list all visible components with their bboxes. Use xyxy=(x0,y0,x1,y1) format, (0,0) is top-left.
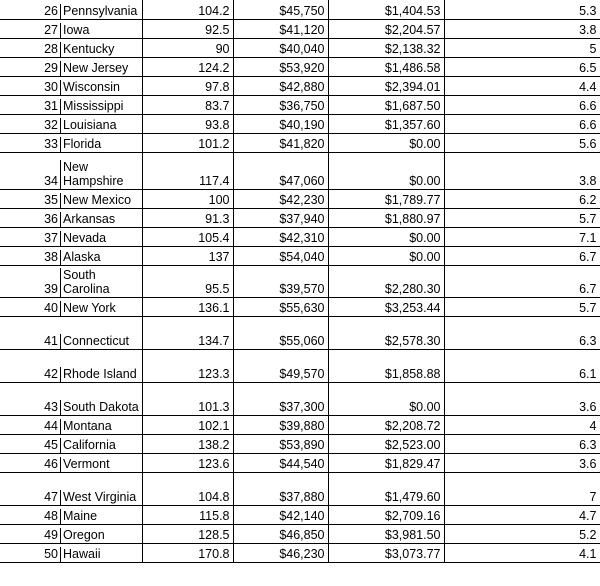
table-row xyxy=(0,434,600,453)
table-row xyxy=(0,95,600,114)
index-cell: 92.5 xyxy=(142,19,233,38)
index-cell: 128.5 xyxy=(142,524,233,543)
rank-cell: 44 xyxy=(0,419,61,434)
tax-cell: $2,280.30 xyxy=(328,265,444,297)
tax-cell: $1,404.53 xyxy=(328,0,444,19)
index-cell: 134.7 xyxy=(142,316,233,349)
salary-cell: $55,060 xyxy=(233,316,328,349)
salary-cell: $42,880 xyxy=(233,76,328,95)
state-cell: New Mexico xyxy=(63,192,132,207)
rank-cell: 35 xyxy=(0,193,61,208)
table-row xyxy=(0,133,600,152)
tax-cell: $1,687.50 xyxy=(328,95,444,114)
tax-cell: $3,073.77 xyxy=(328,543,444,562)
tax-cell: $0.00 xyxy=(328,152,444,189)
rate-cell: 6.6 xyxy=(444,114,600,133)
tax-cell: $0.00 xyxy=(328,246,444,265)
rank-cell: 40 xyxy=(0,301,61,316)
tax-cell: $2,204.57 xyxy=(328,19,444,38)
rank-cell: 28 xyxy=(0,42,61,57)
rank-cell: 42 xyxy=(0,367,61,382)
table-row xyxy=(0,208,600,227)
index-cell: 95.5 xyxy=(142,265,233,297)
state-cell: Pennsylvania xyxy=(63,3,138,18)
state-cell: South Dakota xyxy=(63,399,139,414)
salary-cell: $39,570 xyxy=(233,265,328,297)
rank-state-cell xyxy=(0,76,142,95)
rank-state-cell xyxy=(0,297,142,316)
state-cell: Iowa xyxy=(63,22,90,37)
rank-state-cell xyxy=(0,505,142,524)
rank-state-cell xyxy=(0,133,142,152)
table-row xyxy=(0,505,600,524)
rank-cell: 33 xyxy=(0,137,61,152)
salary-cell: $41,120 xyxy=(233,19,328,38)
tax-cell: $3,981.50 xyxy=(328,524,444,543)
rate-cell: 5.2 xyxy=(444,524,600,543)
rate-cell: 3.8 xyxy=(444,152,600,189)
index-cell: 124.2 xyxy=(142,57,233,76)
tax-cell: $1,479.60 xyxy=(328,472,444,505)
rank-state-cell xyxy=(0,265,142,297)
rank-state-cell xyxy=(0,316,142,349)
table-row xyxy=(0,227,600,246)
table-row xyxy=(0,415,600,434)
salary-cell: $42,310 xyxy=(233,227,328,246)
rank-state-cell xyxy=(0,453,142,472)
index-cell: 115.8 xyxy=(142,505,233,524)
index-cell: 136.1 xyxy=(142,297,233,316)
salary-cell: $46,850 xyxy=(233,524,328,543)
salary-cell: $45,750 xyxy=(233,0,328,19)
salary-cell: $44,540 xyxy=(233,453,328,472)
rank-cell: 31 xyxy=(0,99,61,114)
salary-cell: $53,890 xyxy=(233,434,328,453)
index-cell: 90 xyxy=(142,38,233,57)
table-row xyxy=(0,297,600,316)
rank-cell: 34 xyxy=(0,160,61,189)
table-row xyxy=(0,543,600,562)
salary-cell: $47,060 xyxy=(233,152,328,189)
tax-cell: $1,357.60 xyxy=(328,114,444,133)
salary-cell: $40,040 xyxy=(233,38,328,57)
rank-cell: 26 xyxy=(0,4,61,19)
tax-cell: $0.00 xyxy=(328,227,444,246)
rank-state-cell xyxy=(0,227,142,246)
index-cell: 104.8 xyxy=(142,472,233,505)
index-cell: 104.2 xyxy=(142,0,233,19)
rank-state-cell xyxy=(0,152,142,189)
rank-state-cell xyxy=(0,543,142,562)
rank-state-cell xyxy=(0,208,142,227)
state-cell: Florida xyxy=(63,136,102,151)
index-cell: 102.1 xyxy=(142,415,233,434)
rate-cell: 6.1 xyxy=(444,349,600,382)
index-cell: 97.8 xyxy=(142,76,233,95)
table-row xyxy=(0,76,600,95)
rank-cell: 43 xyxy=(0,400,61,415)
tax-cell: $2,709.16 xyxy=(328,505,444,524)
index-cell: 91.3 xyxy=(142,208,233,227)
table-row xyxy=(0,453,600,472)
tax-cell: $2,523.00 xyxy=(328,434,444,453)
salary-cell: $36,750 xyxy=(233,95,328,114)
state-cell: Louisiana xyxy=(63,117,117,132)
rate-cell: 6.3 xyxy=(444,316,600,349)
rank-cell: 27 xyxy=(0,23,61,38)
state-cell: New York xyxy=(63,300,116,315)
state-cell: West Virginia xyxy=(63,489,137,504)
table-row xyxy=(0,57,600,76)
rate-cell: 4 xyxy=(444,415,600,434)
salary-cell: $46,230 xyxy=(233,543,328,562)
index-cell: 123.6 xyxy=(142,453,233,472)
rank-cell: 36 xyxy=(0,212,61,227)
tax-cell: $2,208.72 xyxy=(328,415,444,434)
index-cell: 100 xyxy=(142,189,233,208)
state-cell: California xyxy=(63,437,116,452)
table-row xyxy=(0,0,600,19)
tax-cell: $0.00 xyxy=(328,382,444,415)
rate-cell: 5.7 xyxy=(444,208,600,227)
table-row xyxy=(0,189,600,208)
rate-cell: 4.7 xyxy=(444,505,600,524)
tax-cell: $1,789.77 xyxy=(328,189,444,208)
rank-cell: 46 xyxy=(0,457,61,472)
state-cell: Vermont xyxy=(63,456,110,471)
state-cell: Rhode Island xyxy=(63,366,137,381)
state-cell: Hawaii xyxy=(63,546,101,561)
rank-state-cell xyxy=(0,19,142,38)
index-cell: 101.2 xyxy=(142,133,233,152)
rank-cell: 30 xyxy=(0,80,61,95)
state-cell: Alaska xyxy=(63,249,101,264)
rank-state-cell xyxy=(0,0,142,19)
tax-cell: $1,880.97 xyxy=(328,208,444,227)
rank-state-cell xyxy=(0,57,142,76)
tax-cell: $1,486.58 xyxy=(328,57,444,76)
table-row xyxy=(0,114,600,133)
tax-cell: $0.00 xyxy=(328,133,444,152)
salary-cell: $49,570 xyxy=(233,349,328,382)
rank-cell: 50 xyxy=(0,547,61,562)
tax-cell: $1,829.47 xyxy=(328,453,444,472)
rank-cell: 47 xyxy=(0,490,61,505)
rate-cell: 5.6 xyxy=(444,133,600,152)
salary-cell: $37,880 xyxy=(233,472,328,505)
table-row xyxy=(0,472,600,505)
salary-cell: $42,140 xyxy=(233,505,328,524)
index-cell: 138.2 xyxy=(142,434,233,453)
rate-cell: 7.1 xyxy=(444,227,600,246)
table-row xyxy=(0,316,600,349)
salary-cell: $40,190 xyxy=(233,114,328,133)
tax-cell: $2,578.30 xyxy=(328,316,444,349)
rank-state-cell xyxy=(0,114,142,133)
rank-cell: 38 xyxy=(0,250,61,265)
rate-cell: 5.3 xyxy=(444,0,600,19)
index-cell: 83.7 xyxy=(142,95,233,114)
tax-cell: $2,138.32 xyxy=(328,38,444,57)
rate-cell: 7 xyxy=(444,472,600,505)
rank-state-cell xyxy=(0,415,142,434)
table-row xyxy=(0,524,600,543)
state-cell: New Hampshire xyxy=(63,159,124,188)
index-cell: 170.8 xyxy=(142,543,233,562)
rate-cell: 3.6 xyxy=(444,453,600,472)
index-cell: 137 xyxy=(142,246,233,265)
rate-cell: 6.2 xyxy=(444,189,600,208)
table-row xyxy=(0,382,600,415)
salary-cell: $55,630 xyxy=(233,297,328,316)
rate-cell: 5.7 xyxy=(444,297,600,316)
salary-cell: $41,820 xyxy=(233,133,328,152)
index-cell: 101.3 xyxy=(142,382,233,415)
index-cell: 93.8 xyxy=(142,114,233,133)
tax-cell: $2,394.01 xyxy=(328,76,444,95)
rate-cell: 6.7 xyxy=(444,246,600,265)
rank-cell: 37 xyxy=(0,231,61,246)
state-cell: New Jersey xyxy=(63,60,129,75)
rank-cell: 29 xyxy=(0,61,61,76)
index-cell: 117.4 xyxy=(142,152,233,189)
salary-cell: $37,940 xyxy=(233,208,328,227)
rank-state-cell xyxy=(0,38,142,57)
rank-state-cell xyxy=(0,472,142,505)
state-cell: Kentucky xyxy=(63,41,115,56)
rank-state-cell xyxy=(0,524,142,543)
rate-cell: 6.7 xyxy=(444,265,600,297)
rank-cell: 39 xyxy=(0,268,61,297)
rate-cell: 5 xyxy=(444,38,600,57)
table-row xyxy=(0,19,600,38)
salary-cell: $42,230 xyxy=(233,189,328,208)
rate-cell: 4.1 xyxy=(444,543,600,562)
rate-cell: 6.5 xyxy=(444,57,600,76)
state-cell: Mississippi xyxy=(63,98,124,113)
rank-state-cell xyxy=(0,349,142,382)
state-cell: Montana xyxy=(63,418,112,433)
state-cell: Oregon xyxy=(63,527,105,542)
salary-cell: $54,040 xyxy=(233,246,328,265)
table-row xyxy=(0,152,600,189)
tax-cell: $1,858.88 xyxy=(328,349,444,382)
state-cell: Nevada xyxy=(63,230,107,245)
salary-cell: $53,920 xyxy=(233,57,328,76)
rank-state-cell xyxy=(0,382,142,415)
salary-cell: $37,300 xyxy=(233,382,328,415)
index-cell: 123.3 xyxy=(142,349,233,382)
index-cell: 105.4 xyxy=(142,227,233,246)
rank-cell: 41 xyxy=(0,334,61,349)
rate-cell: 6.6 xyxy=(444,95,600,114)
table-row xyxy=(0,246,600,265)
rank-state-cell xyxy=(0,189,142,208)
tax-cell: $3,253.44 xyxy=(328,297,444,316)
salary-cell: $39,880 xyxy=(233,415,328,434)
rank-cell: 48 xyxy=(0,509,61,524)
rate-cell: 6.3 xyxy=(444,434,600,453)
rank-state-cell xyxy=(0,246,142,265)
rank-cell: 32 xyxy=(0,118,61,133)
rank-cell: 45 xyxy=(0,438,61,453)
rank-cell: 49 xyxy=(0,528,61,543)
state-cell: Maine xyxy=(63,508,98,523)
rank-state-cell xyxy=(0,434,142,453)
state-cell: South Carolina xyxy=(63,267,110,296)
table-row xyxy=(0,349,600,382)
rate-cell: 3.8 xyxy=(444,19,600,38)
rank-state-cell xyxy=(0,95,142,114)
state-cell: Wisconsin xyxy=(63,79,120,94)
table-row xyxy=(0,38,600,57)
state-cell: Connecticut xyxy=(63,333,130,348)
state-cell: Arkansas xyxy=(63,211,116,226)
table-row xyxy=(0,265,600,297)
rate-cell: 3.6 xyxy=(444,382,600,415)
rate-cell: 4.4 xyxy=(444,76,600,95)
